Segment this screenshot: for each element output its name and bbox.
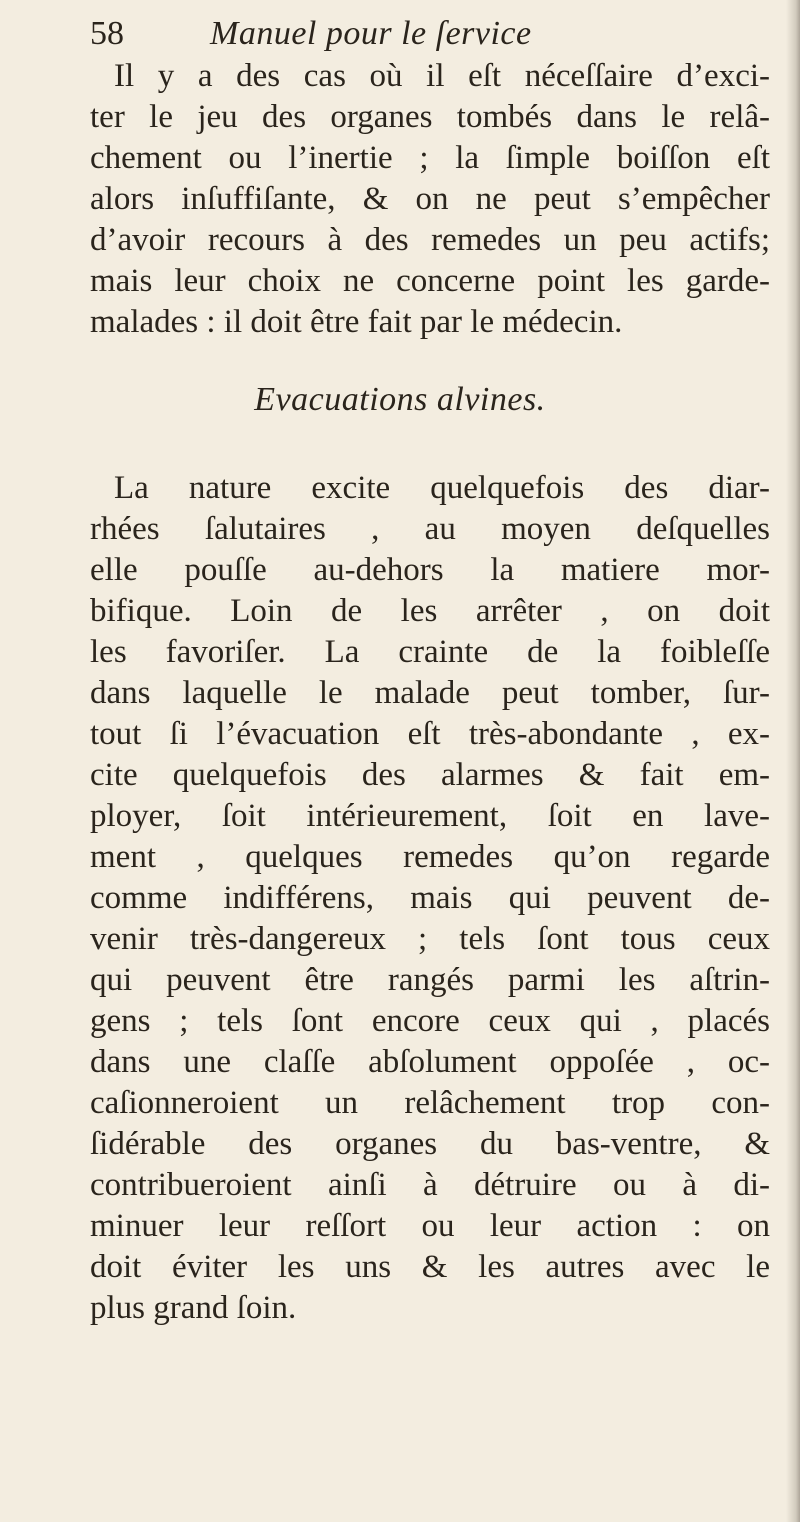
text-line: rhées ſalutaires , au moyen deſquelles [90,511,770,547]
text-line: chement ou l’inertie ; la ſimple boiſſon eſt [90,140,770,176]
text-line: qui peuvent être rangés parmi les aſtrin- [90,962,770,998]
text-line: caſionneroient un relâchement trop con- [90,1085,770,1121]
text-line: ſidérable des organes du bas-ventre, & [90,1126,770,1162]
text-line: plus grand ſoin. [90,1290,297,1326]
text-line: mais leur choix ne concerne point les garde- [90,263,770,299]
page-edge-shadow [786,0,800,1522]
text-line: bifique. Loin de les arrêter , on doit [90,593,770,629]
text-line: d’avoir recours à des remedes un peu actifs; [90,222,770,258]
text-line: les favoriſer. La crainte de la foibleſſe [90,634,770,670]
text-line: ter le jeu des organes tombés dans le relâ- [90,99,770,135]
page-number: 58 [90,15,124,52]
text-line: doit éviter les uns & les autres avec le [90,1249,770,1285]
paragraph-2 [90,468,770,1329]
text-line: ployer, ſoit intérieurement, ſoit en lave- [90,798,770,834]
paragraph-1 [90,56,770,343]
text-line: cite quelquefois des alarmes & fait em- [90,757,770,793]
text-line: Il y a des cas où il eſt néceſſaire d’exci- [114,58,770,94]
text-line: alors inſuffiſante, & on ne peut s’empêcher [90,181,770,217]
text-line: ment , quelques remedes qu’on regarde [90,839,770,875]
text-line: malades : il doit être fait par le médecin. [90,304,623,340]
text-line: minuer leur reſſort ou leur action : on [90,1208,770,1244]
text-line: dans une claſſe abſolument oppoſée , oc- [90,1044,770,1080]
text-line: contribueroient ainſi à détruire ou à di- [90,1167,770,1203]
text-line: comme indifférens, mais qui peuvent de- [90,880,770,916]
text-line: elle pouſſe au-dehors la matiere mor- [90,552,770,588]
page-header [90,10,730,58]
running-title: Manuel pour le ſervice [210,15,532,52]
text-line: venir très-dangereux ; tels ſont tous ceux [90,921,770,957]
text-line: tout ſi l’évacuation eſt très-abondante , ex- [90,716,770,752]
text-line: gens ; tels ſont encore ceux qui , placés [90,1003,770,1039]
section-heading: Evacuations alvines. [254,381,546,418]
text-line: dans laquelle le malade peut tomber, ſur- [90,675,770,711]
text-line: La nature excite quelquefois des diar- [114,470,770,506]
